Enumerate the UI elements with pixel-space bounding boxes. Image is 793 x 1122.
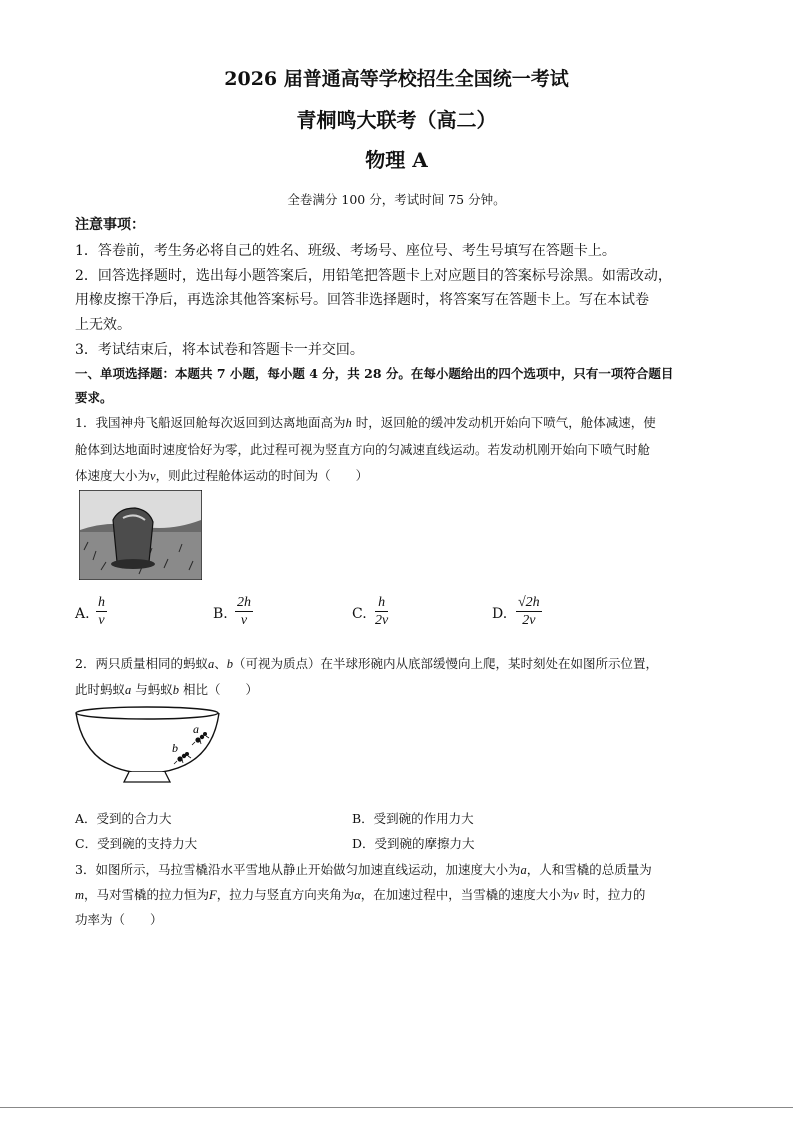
notice-item-2-line-3: 上无效。: [75, 317, 131, 333]
q2-option-b: B．受到碗的作用力大: [352, 811, 474, 826]
q1-option-a-label: A.: [75, 606, 90, 622]
exam-subtitle: 青桐鸣大联考（高二）: [296, 108, 497, 132]
q2-option-a: A．受到的合力大: [75, 811, 172, 826]
q1-line-3: 体速度大小为v，则此过程舱体运动的时间为（ ）: [75, 468, 369, 483]
page-bottom-rule: [0, 1107, 793, 1108]
q1-option-a-fraction: $\frac{h}{v}$: [98, 595, 105, 628]
q2-option-d: D．受到碗的摩擦力大: [352, 836, 475, 851]
q3-line-2: m，马对雪橇的拉力恒为F，拉力与竖直方向夹角为α，在加速过程中，当雪橇的速度大小为v 时，拉力的: [75, 887, 646, 902]
bowl-label-a: a: [193, 722, 199, 736]
notice-heading: 注意事项：: [75, 217, 145, 233]
bowl-label-b: b: [172, 741, 178, 755]
q1-line-2: 舱体到达地面时速度恰好为零，此过程可视为竖直方向的匀减速直线运动。若发动机刚开始向下喷气时舱: [75, 442, 651, 457]
notice-item-1: 1．答卷前，考生务必将自己的姓名、班级、考场号、座位号、考生号填写在答题卡上。: [75, 243, 616, 259]
q3-line-3: 功率为（ ）: [75, 912, 163, 927]
section-1-heading: 一、单项选择题：本题共 7 小题，每小题 4 分，共 28 分。在每小题给出的四个选项中，只有一项符合题目: [75, 366, 674, 381]
q1-option-b-label: B.: [213, 606, 228, 622]
q1-option-d-label: D.: [492, 606, 508, 622]
section-1-heading-cont: 要求。: [75, 390, 113, 405]
q2-line-2: 此时蚂蚁a 与蚂蚁b 相比（ ）: [75, 682, 258, 697]
q1-option-c-fraction: $\frac{h}{2v}$: [375, 595, 389, 628]
q1-option-c-label: C.: [352, 606, 367, 622]
exam-info: 全卷满分 100 分，考试时间 75 分钟。: [287, 192, 506, 207]
notice-item-3: 3．考试结束后，将本试卷和答题卡一并交回。: [75, 342, 364, 358]
q1-option-b-fraction: $\frac{2h}{v}$: [237, 595, 251, 628]
notice-item-2-line-1: 2．回答选择题时，选出每小题答案后，用铅笔把答题卡上对应题目的答案标号涂黑。如需改动，: [75, 268, 672, 284]
capsule-photo: [79, 490, 202, 580]
notice-item-2-line-2: 用橡皮擦干净后，再选涂其他答案标号。回答非选择题时，将答案写在答题卡上。写在本试卷: [75, 292, 649, 308]
q1-option-d-fraction: $\frac{√2h}{2v}$: [518, 595, 540, 628]
bowl-figure: [74, 704, 224, 786]
q2-option-c: C．受到碗的支持力大: [75, 836, 198, 851]
q2-line-1: 2．两只质量相同的蚂蚁a、b（可视为质点）在半球形碗内从底部缓慢向上爬，某时刻处在如图所示位置，: [75, 656, 658, 671]
subject-title: 物理 A: [365, 148, 428, 172]
exam-title: 2026 届普通高等学校招生全国统一考试: [224, 68, 569, 90]
q1-line-1: 1．我国神舟飞船返回舱每次返回到达离地面高为h 时，返回舱的缓冲发动机开始向下喷气，舱体减速，使: [75, 415, 656, 430]
q3-line-1: 3．如图所示，马拉雪橇沿水平雪地从静止开始做匀加速直线运动，加速度大小为a，人和雪橇的总质量为: [75, 862, 652, 877]
